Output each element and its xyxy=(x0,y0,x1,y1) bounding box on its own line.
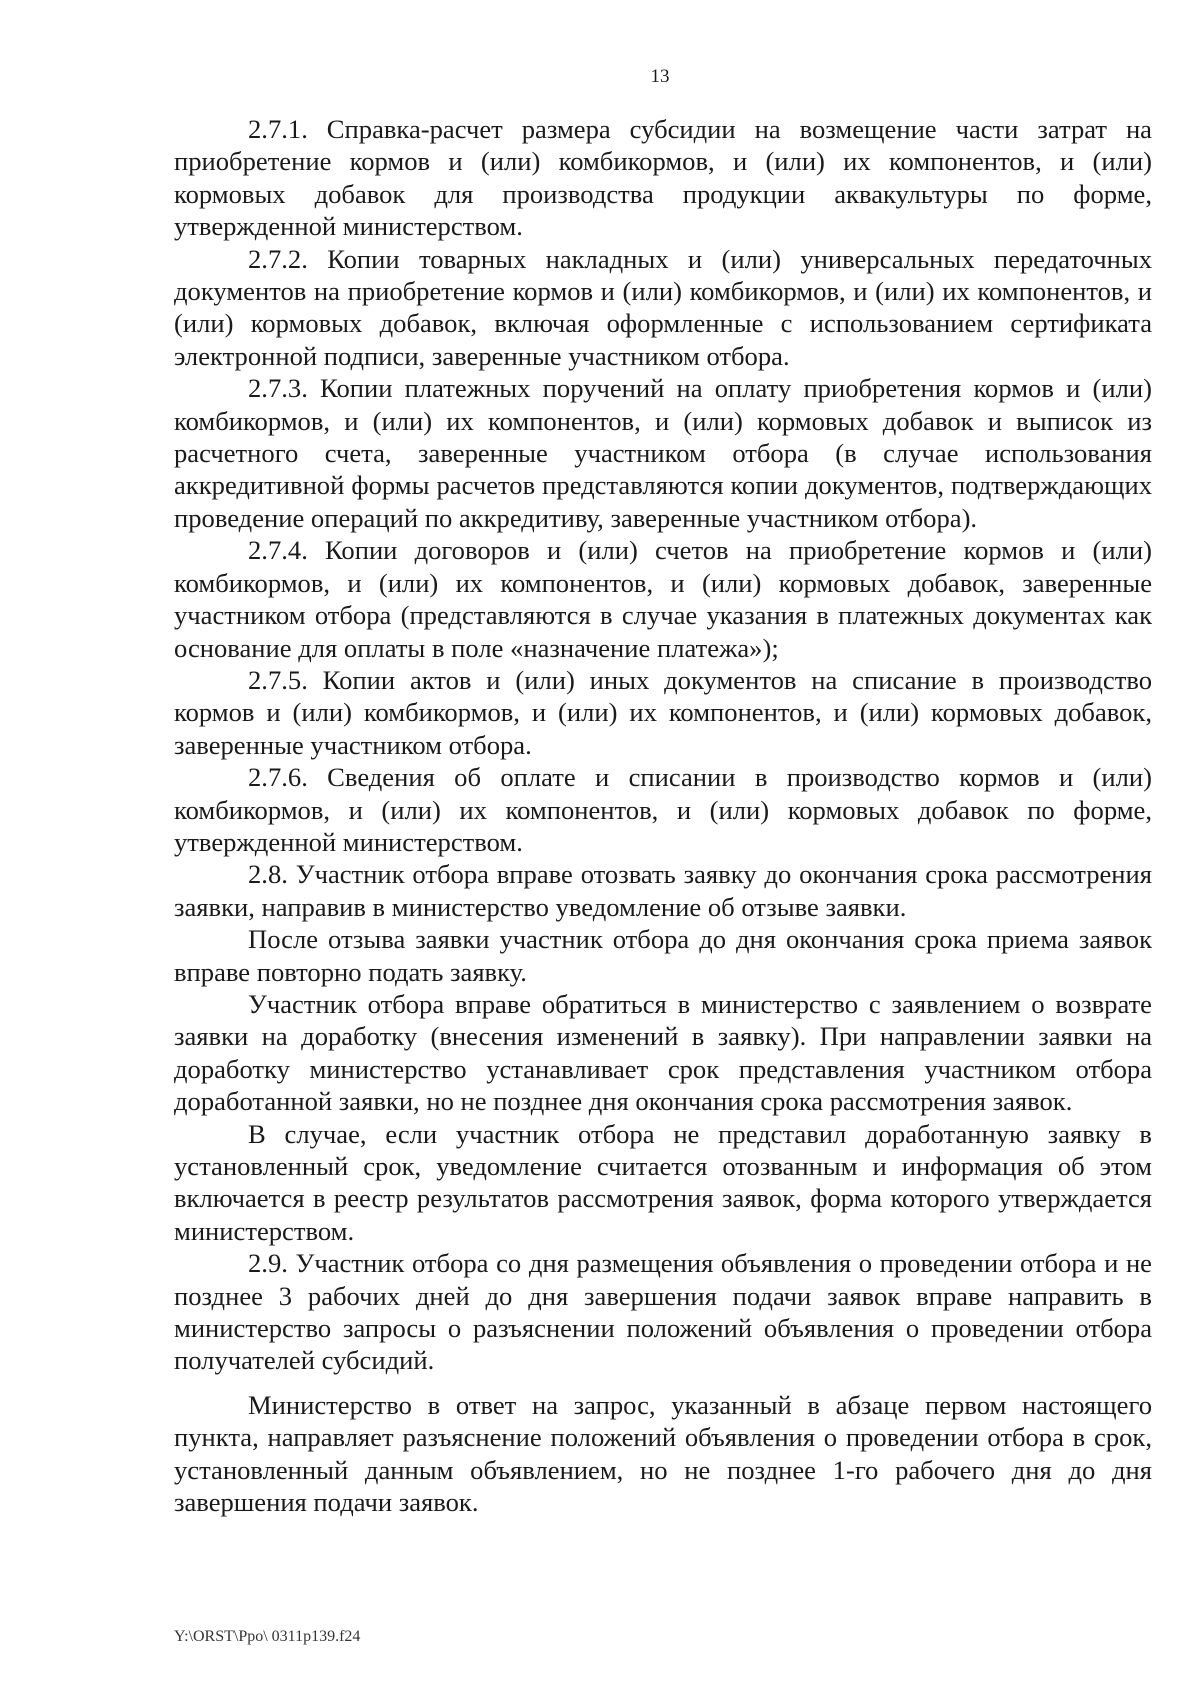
paragraph-2-7-2: 2.7.2. Копии товарных накладных и (или) универсальных передаточных документов на приобретение кормов и (или) комбикормов, и (или) их компонентов, и (или) кормовых добавок, включая оформленные с использованием сертификата электронной подписи, заверенные участником отбора. xyxy=(174,243,1152,371)
paragraph-ministry-response: Министерство в ответ на запрос, указанный в абзаце первом настоящего пункта, направляет разъяснение положений объявления о проведении отбора в срок, установленный данным объявлением, но не позднее 1-го рабочего дня до дня завершения подачи заявок. xyxy=(174,1389,1152,1518)
paragraph-2-7-3: 2.7.3. Копии платежных поручений на оплату приобретения кормов и (или) комбикормов, и (или) их компонентов, и (или) кормовых добавок и выписок из расчетного счета, заверенные участником отбора (в случае использования аккредитивной формы расчетов представляются копии документов, подтверждающих проведение операций по аккредитиву, заверенные участником отбора). xyxy=(174,373,1152,533)
paragraph-2-7-1: 2.7.1. Справка-расчет размера субсидии на возмещение части затрат на приобретение кормов и (или) комбикормов, и (или) их компонентов, и (или) кормовых добавок для производства продукции аквакультуры по форме, утвержденной министерством. xyxy=(174,114,1152,242)
page-number: 13 xyxy=(650,66,670,87)
paragraph-2-7-5: 2.7.5. Копии актов и (или) иных документов на списание в производство кормов и (или) комбикормов, и (или) их компонентов, и (или) кормовых добавок, заверенные участником отбора. xyxy=(174,664,1152,760)
file-path-footer: Y:\ORST\Ppo\ 0311p139.f24 xyxy=(174,1628,361,1645)
paragraph-return-for-revision: Участник отбора вправе обратиться в министерство с заявлением о возврате заявки на доработку (внесения изменений в заявку). При направлении заявки на доработку министерство устанавливает срок представления участником отбора доработанной заявки, но не позднее дня окончания срока рассмотрения заявок. xyxy=(174,988,1152,1117)
paragraph-not-submitted: В случае, если участник отбора не представил доработанную заявку в установленный срок, уведомление считается отозванным и информация об этом включается в реестр результатов рассмотрения заявок, форма которого утверждается министерством. xyxy=(174,1118,1152,1246)
paragraph-2-7-4: 2.7.4. Копии договоров и (или) счетов на приобретение кормов и (или) комбикормов, и (или) их компонентов, и (или) кормовых добавок, заверенные участником отбора (представляются в случае указания в платежных документах как основание для оплаты в поле «назначение платежа»); xyxy=(174,535,1152,663)
paragraph-2-7-6: 2.7.6. Сведения об оплате и списании в производство кормов и (или) комбикормов, и (или) их компонентов, и (или) кормовых добавок по форме, утвержденной министерством. xyxy=(174,762,1152,857)
document-body xyxy=(174,113,1152,1518)
paragraph-2-8: 2.8. Участник отбора вправе отозвать заявку до окончания срока рассмотрения заявки, направив в министерство уведомление об отзыве заявки. xyxy=(174,859,1152,922)
paragraph-withdrawal: После отзыва заявки участник отбора до дня окончания срока приема заявок вправе повторно подать заявку. xyxy=(174,924,1152,987)
paragraph-2-9: 2.9. Участник отбора со дня размещения объявления о проведении отбора и не позднее 3 рабочих дней до дня завершения подачи заявок вправе направить в министерство запросы о разъяснении положений объявления о проведении отбора получателей субсидий. xyxy=(174,1248,1152,1376)
